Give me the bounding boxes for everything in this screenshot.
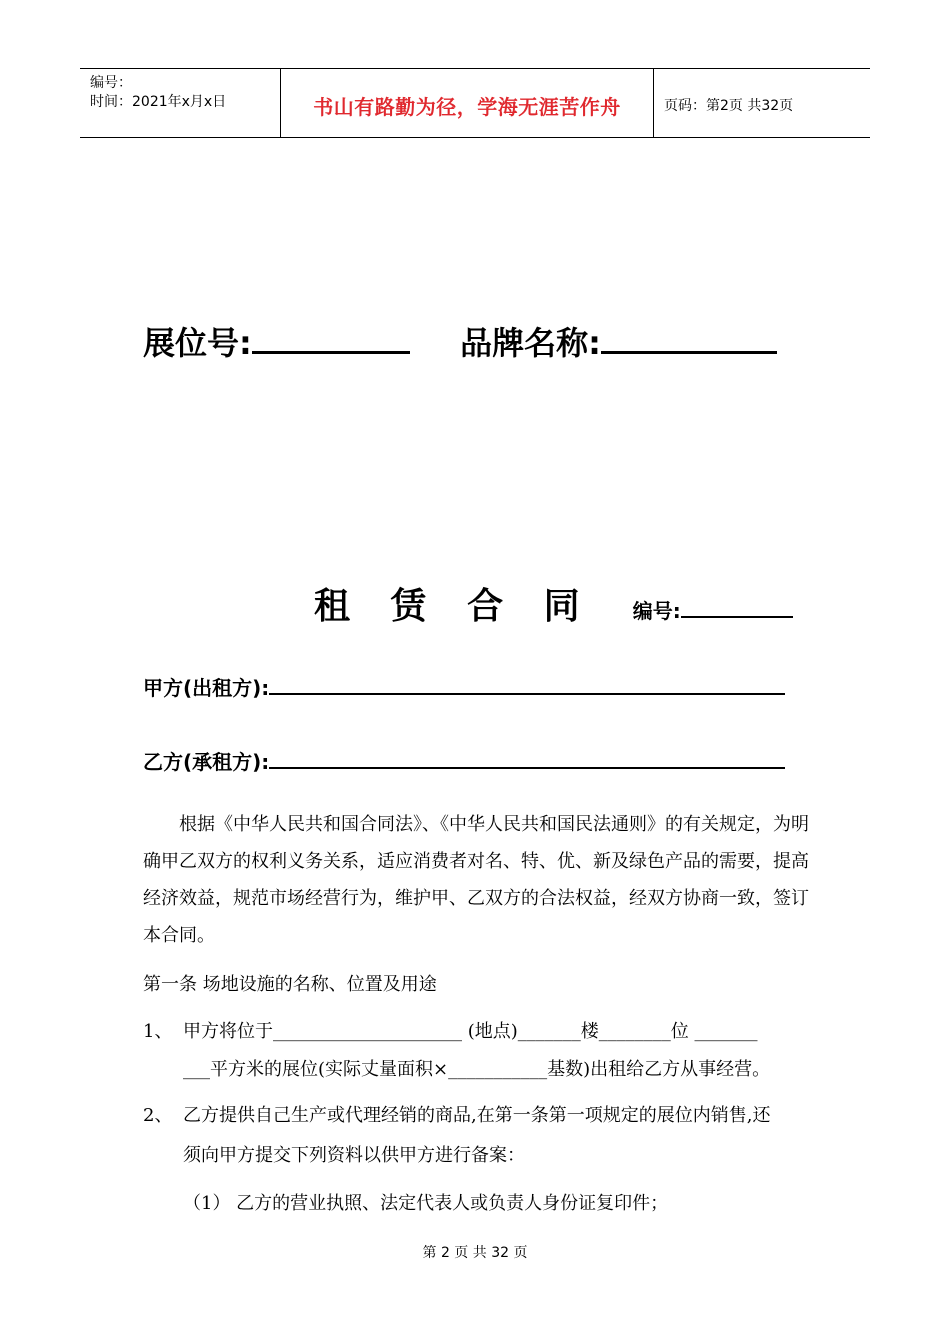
title-row bbox=[314, 578, 793, 629]
sub-item-1: （1） 乙方的营业执照、法定代表人或负责人身份证复印件； bbox=[183, 1193, 669, 1214]
party-b-label: 乙方(承租方): bbox=[143, 750, 270, 774]
motto: 书山有路勤为径，学海无涯苦作舟 bbox=[313, 95, 621, 119]
booth-label: 展位号: bbox=[143, 324, 252, 362]
number-label: 编号： bbox=[90, 75, 132, 91]
item-2 bbox=[143, 1094, 770, 1138]
item-1-line1: 甲方将位于_____________________ (地点)_______楼________位 _______ bbox=[183, 1021, 758, 1042]
contract-number-label: 编号: bbox=[632, 599, 681, 623]
item-2-line1: 乙方提供自己生产或代理经销的商品,在第一条第一项规定的展位内销售,还 bbox=[183, 1105, 771, 1126]
page-header bbox=[80, 68, 870, 138]
party-b-line bbox=[143, 746, 785, 775]
booth-brand-line bbox=[143, 318, 777, 364]
party-a-label: 甲方(出租方): bbox=[143, 676, 270, 700]
party-b-blank bbox=[269, 765, 785, 769]
booth-blank bbox=[252, 349, 410, 354]
article-1-heading: 第一条 场地设施的名称、位置及用途 bbox=[143, 974, 437, 995]
intro-paragraph: 根据《中华人民共和国合同法》、《中华人民共和国民法通则》的有关规定，为明确甲乙双方的权利义务关系，适应消费者对名、特、优、新及绿色产品的需要，提高经济效益，规范市场经营行为，维护甲、乙双方的合法权益，经双方协商一致，签订本合同。 bbox=[143, 814, 809, 946]
party-a-line bbox=[143, 672, 785, 701]
header-page-cell bbox=[654, 69, 870, 137]
item-1-line2: ___平方米的展位(实际丈量面积×___________基数)出租给乙方从事经营。 bbox=[183, 1059, 771, 1080]
header-meta-cell bbox=[80, 69, 281, 137]
header-motto-cell bbox=[281, 69, 654, 137]
party-a-blank bbox=[269, 691, 785, 695]
contract-number-blank bbox=[681, 614, 793, 618]
brand-label: 品牌名称: bbox=[460, 324, 601, 362]
contract-title: 租 赁 合 同 bbox=[314, 586, 594, 627]
item-1-number: 1、 bbox=[143, 1021, 173, 1042]
item-2-line2: 须向甲方提交下列资料以供甲方进行备案： bbox=[183, 1145, 525, 1166]
brand-blank bbox=[601, 349, 777, 354]
time-label: 时间：2021年x月x日 bbox=[90, 94, 227, 110]
page-info: 页码：第2页 共32页 bbox=[664, 98, 794, 114]
item-2-number: 2、 bbox=[143, 1105, 173, 1126]
page-footer: 第 2 页 共 32 页 bbox=[422, 1245, 528, 1261]
